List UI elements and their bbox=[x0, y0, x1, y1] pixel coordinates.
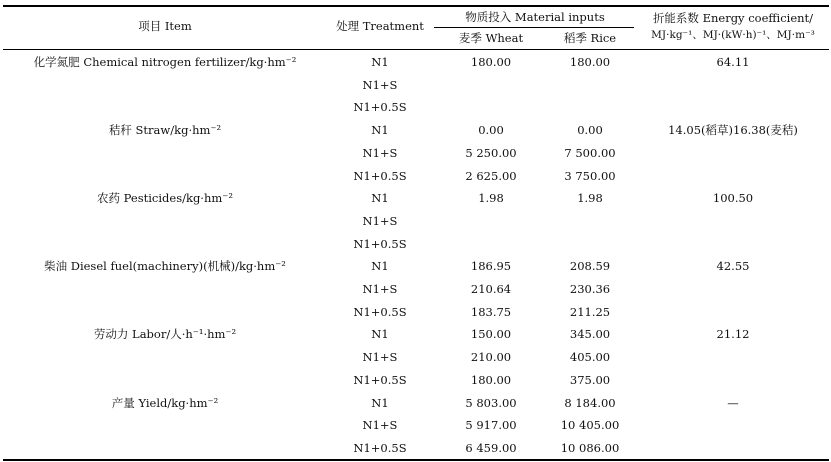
treatment-label: N1+S bbox=[362, 77, 398, 92]
energy-coefficient: 42.55 bbox=[716, 259, 750, 274]
energy-coefficient: 64.11 bbox=[716, 55, 750, 69]
rice-value: 211.25 bbox=[569, 304, 611, 319]
wheat-value: 5 803.00 bbox=[465, 395, 517, 410]
energy-coefficient: 100.50 bbox=[712, 191, 754, 206]
wheat-value: 6 459.00 bbox=[465, 440, 517, 455]
treatment-label: N1+0.5S bbox=[353, 372, 407, 387]
wheat-value: 1.98 bbox=[478, 191, 504, 206]
item-label: 柴油 Diesel fuel(machinery)(机械)/kg·hm⁻² bbox=[44, 259, 286, 274]
rice-value: 7 500.00 bbox=[564, 145, 616, 160]
item-label: 秸秆 Straw/kg·hm⁻² bbox=[108, 123, 222, 138]
rice-value: 0.00 bbox=[577, 123, 603, 138]
wheat-value: 186.95 bbox=[470, 259, 512, 274]
wheat-value: 0.00 bbox=[478, 123, 504, 138]
bottom-rule bbox=[3, 459, 829, 461]
rice-value: 180.00 bbox=[569, 55, 611, 69]
header-treatment: 处理 Treatment bbox=[336, 19, 424, 33]
wheat-value: 180.00 bbox=[470, 55, 512, 69]
item-label: 农药 Pesticides/kg·hm⁻² bbox=[97, 191, 233, 206]
wheat-value: 2 625.00 bbox=[465, 168, 517, 183]
wheat-value: 180.00 bbox=[470, 372, 512, 387]
treatment-label: N1+0.5S bbox=[353, 304, 407, 319]
header-bottom-rule bbox=[3, 49, 829, 50]
top-rule bbox=[3, 5, 829, 7]
rice-value: 375.00 bbox=[569, 372, 611, 387]
treatment-label: N1+0.5S bbox=[353, 100, 407, 115]
header-coef-line2: MJ·kg⁻¹、MJ·(kW·h)⁻¹、MJ·m⁻³ bbox=[651, 29, 815, 41]
rice-value: 10 086.00 bbox=[560, 440, 620, 455]
energy-coefficient: 14.05(稻草)16.38(麦秸) bbox=[668, 123, 798, 138]
treatment-label: N1 bbox=[371, 395, 389, 410]
treatment-label: N1 bbox=[371, 259, 389, 274]
header-rice: 稻季 Rice bbox=[563, 31, 617, 45]
wheat-value: 5 250.00 bbox=[465, 145, 517, 160]
wheat-value: 210.64 bbox=[470, 282, 512, 296]
treatment-label: N1+0.5S bbox=[353, 168, 407, 183]
material-inputs-underline bbox=[434, 27, 634, 28]
wheat-value: 210.00 bbox=[470, 350, 512, 365]
energy-coefficient: 21.12 bbox=[716, 327, 750, 342]
header-material-inputs: 物质投入 Material inputs bbox=[465, 10, 605, 24]
treatment-label: N1 bbox=[371, 55, 389, 69]
item-label: 化学氮肥 Chemical nitrogen fertilizer/kg·hm⁻² bbox=[33, 55, 297, 69]
wheat-value: 183.75 bbox=[470, 304, 512, 319]
header-item: 项目 Item bbox=[138, 19, 192, 33]
treatment-label: N1 bbox=[371, 327, 389, 342]
rice-value: 1.98 bbox=[577, 191, 603, 206]
treatment-label: N1+S bbox=[362, 418, 398, 433]
rice-value: 208.59 bbox=[569, 259, 611, 274]
wheat-value: 150.00 bbox=[470, 327, 512, 342]
rice-value: 3 750.00 bbox=[564, 168, 616, 183]
treatment-label: N1+S bbox=[362, 282, 398, 296]
header-coef-line1: 折能系数 Energy coefficient/ bbox=[652, 11, 814, 25]
header-wheat: 麦季 Wheat bbox=[458, 31, 524, 45]
rice-value: 405.00 bbox=[569, 350, 611, 365]
treatment-label: N1+0.5S bbox=[353, 440, 407, 455]
wheat-value: 5 917.00 bbox=[465, 418, 517, 433]
treatment-label: N1 bbox=[371, 191, 389, 206]
rice-value: 230.36 bbox=[569, 282, 611, 296]
treatment-label: N1+S bbox=[362, 350, 398, 365]
rice-value: 345.00 bbox=[569, 327, 611, 342]
treatment-label: N1+S bbox=[362, 145, 398, 160]
item-label: 劳动力 Labor/人·h⁻¹·hm⁻² bbox=[93, 327, 237, 342]
item-label: 产量 Yield/kg·hm⁻² bbox=[111, 395, 219, 410]
rice-value: 10 405.00 bbox=[560, 418, 620, 433]
rice-value: 8 184.00 bbox=[564, 395, 616, 410]
energy-coefficient: — bbox=[727, 395, 739, 410]
treatment-label: N1+0.5S bbox=[353, 236, 407, 251]
treatment-label: N1 bbox=[371, 123, 389, 138]
treatment-label: N1+S bbox=[362, 213, 398, 228]
